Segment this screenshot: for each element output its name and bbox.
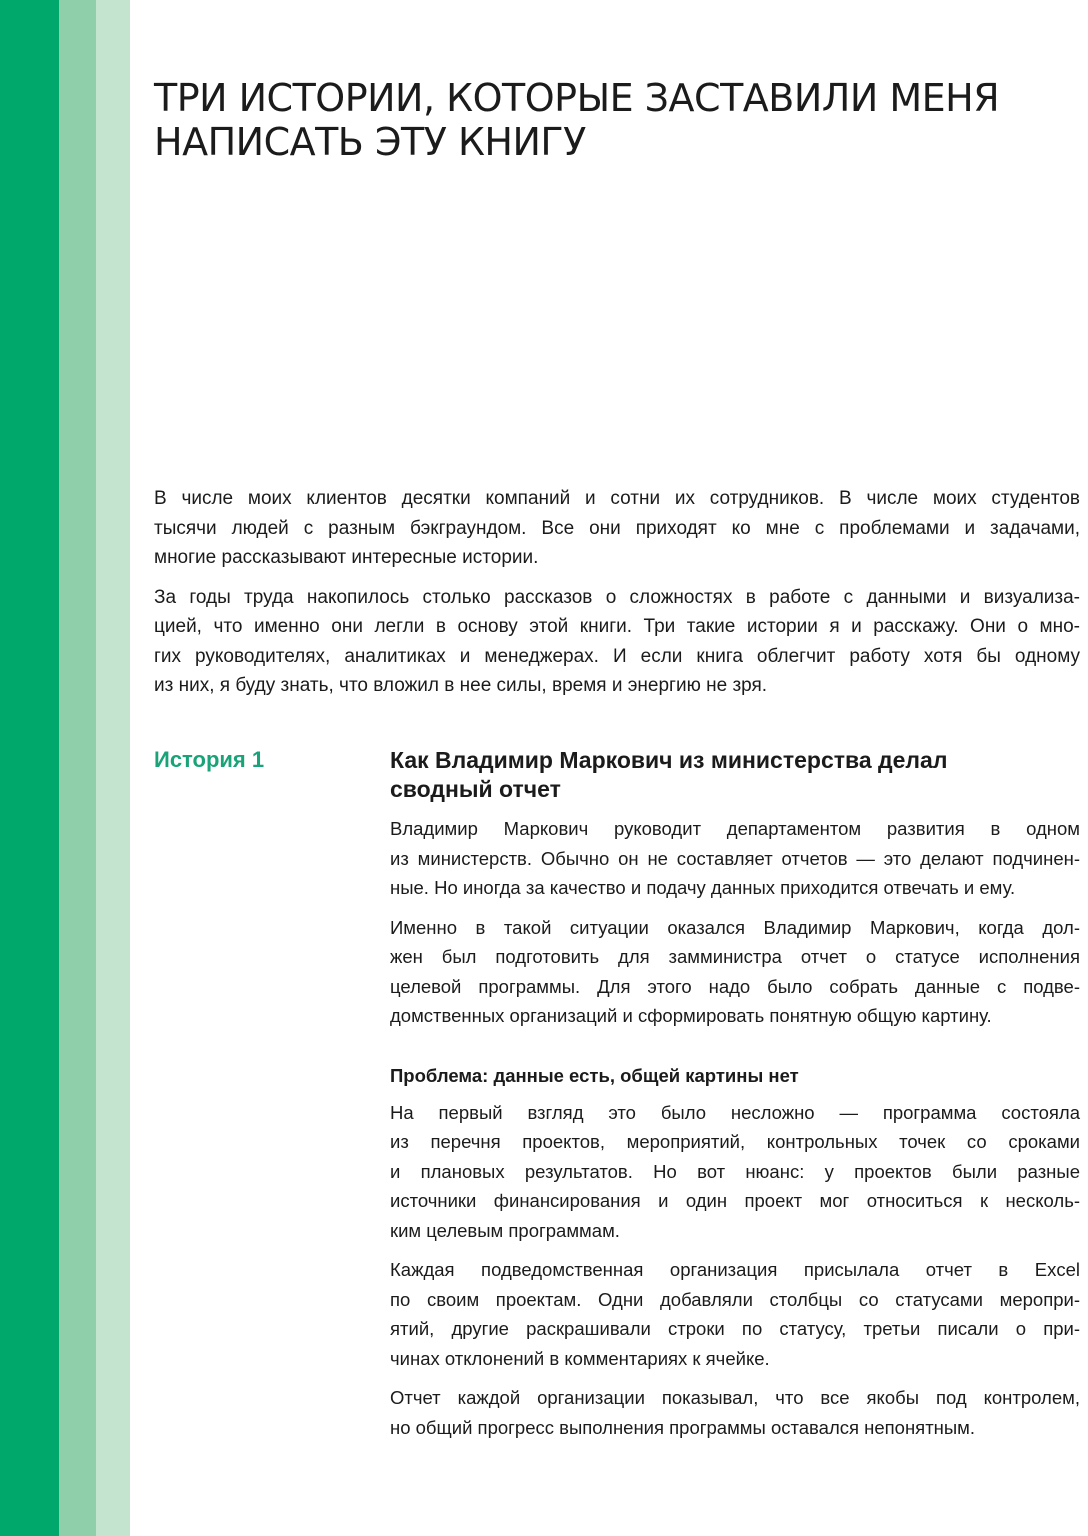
chapter-title-line: НАПИСАТЬ ЭТУ КНИГУ — [154, 120, 586, 164]
story-paragraph-1 — [390, 814, 1080, 903]
text-line: из них, я буду знать, что вложил в нее силы, время и энергию не зря. — [154, 675, 768, 696]
text-line: целевой программы. Для этого надо было собрать данные с подве- — [390, 975, 1080, 997]
story-1-section — [390, 746, 1080, 1452]
text-line: по своим проектам. Одни добавляли столбцы со статусами меропри- — [390, 1288, 1080, 1310]
chapter-title-line: ТРИ ИСТОРИИ, КОТОРЫЕ ЗАСТАВИЛИ МЕНЯ — [154, 76, 1000, 120]
story-heading-line: сводный отчет — [390, 776, 561, 802]
text-line: из перечня проектов, мероприятий, контрольных точек со сроками — [390, 1131, 1080, 1152]
text-line: ятий, другие раскрашивали строки по статусу, третьи писали о при- — [390, 1318, 1080, 1339]
text-line: домственных организаций и сформировать понятную общую картину. — [390, 1005, 992, 1026]
decor-stripe-mid — [59, 0, 96, 1536]
text-line: Владимир Маркович руководит департаментом развития в одном — [390, 818, 1080, 839]
decor-stripe-light — [96, 0, 130, 1536]
text-line: гих руководителях, аналитиках и менеджерах. И если книга облегчит работу хотя бы одному — [154, 645, 1080, 667]
text-line: ким целевым программам. — [390, 1219, 620, 1241]
story-paragraph-4 — [390, 1255, 1080, 1373]
story-subheading: Проблема: данные есть, общей картины нет — [390, 1064, 799, 1086]
text-line: но общий прогресс выполнения программы оставался непонятным. — [390, 1416, 976, 1438]
story-label: История 1 — [154, 747, 265, 772]
intro-section — [154, 484, 1080, 711]
intro-paragraph-1 — [154, 484, 1080, 573]
text-line: Именно в такой ситуации оказался Владимир Маркович, когда дол- — [390, 916, 1080, 938]
story-paragraph-5 — [390, 1383, 1080, 1442]
story-paragraph-2 — [390, 913, 1080, 1031]
text-line: цией, что именно они легли в основу этой книги. Три такие истории я и расскажу. Они о мно- — [154, 616, 1080, 637]
text-line: За годы труда накопилось столько рассказов о сложностях в работе с данными и визуализа- — [154, 586, 1080, 608]
text-line: ные. Но иногда за качество и подачу данных приходится отвечать и ему. — [390, 877, 1016, 898]
intro-paragraph-2 — [154, 583, 1080, 701]
text-line: источники финансирования и один проект мог относиться к несколь- — [390, 1190, 1080, 1211]
text-line: чинах отклонений в комментариях к ячейке. — [390, 1347, 770, 1369]
text-line: тысячи людей с разным бэкграундом. Все они приходят ко мне с проблемами и задачами, — [154, 517, 1080, 539]
decor-stripe-dark — [0, 0, 59, 1536]
story-paragraph-3 — [390, 1098, 1080, 1246]
text-line: и плановых результатов. Но вот нюанс: у проектов были разные — [390, 1160, 1080, 1182]
text-line: из министерств. Обычно он не составляет отчетов — это делают подчинен- — [390, 847, 1080, 869]
story-heading — [390, 746, 1080, 804]
text-line: многие рассказывают интересные истории. — [154, 547, 539, 568]
text-line: В числе моих клиентов десятки компаний и сотни их сотрудников. В числе моих студентов — [154, 488, 1080, 509]
chapter-title — [154, 76, 1074, 164]
story-heading-line: Как Владимир Маркович из министерства делал — [390, 747, 948, 773]
text-line: жен был подготовить для замминистра отчет о статусе исполнения — [390, 946, 1080, 967]
text-line: Отчет каждой организации показывал, что все якобы под контролем, — [390, 1387, 1080, 1408]
text-line: На первый взгляд это было несложно — программа состояла — [390, 1101, 1080, 1123]
text-line: Каждая подведомственная организация присылала отчет в Excel — [390, 1259, 1080, 1280]
